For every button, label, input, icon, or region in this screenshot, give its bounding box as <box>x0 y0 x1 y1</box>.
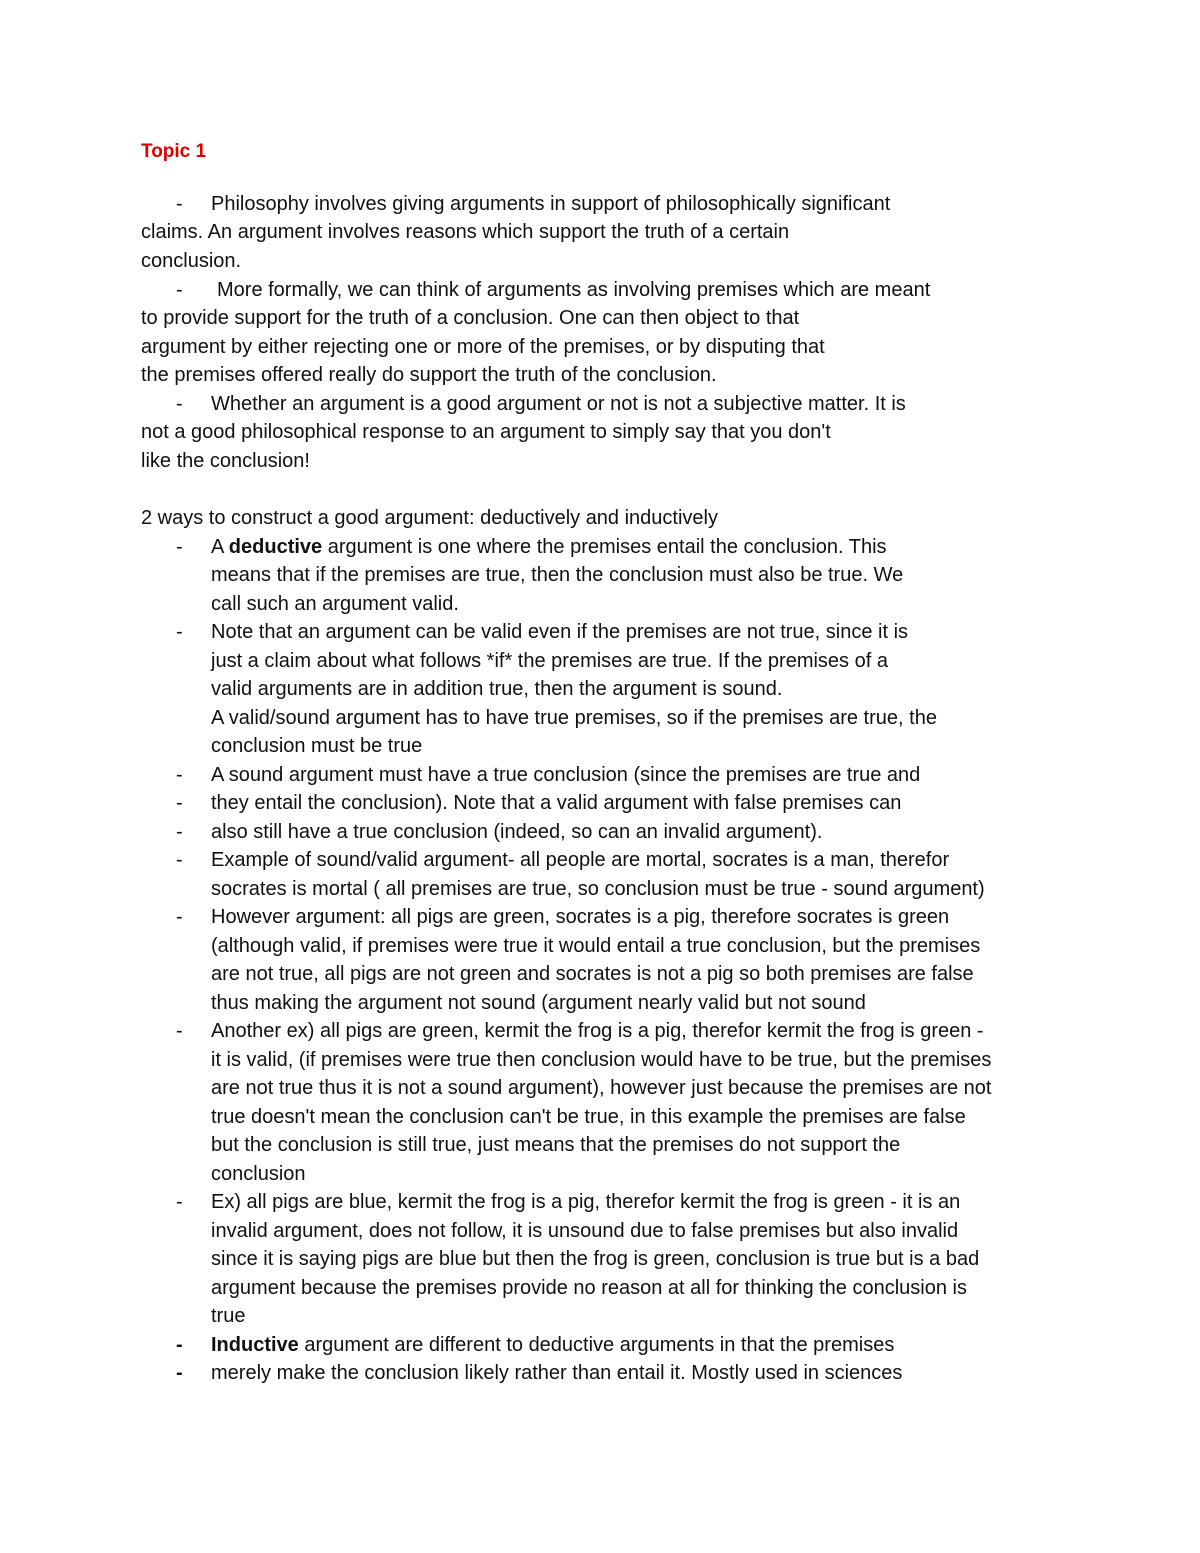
bullet-dash: - <box>176 1334 183 1356</box>
page-title: Topic 1 <box>141 141 207 162</box>
intro-p1-line-2: claims. An argument involves reasons which support the truth of a certain <box>141 221 790 243</box>
deductive-b9-line-1: Ex) all pigs are blue, kermit the frog is a pig, therefor kermit the frog is green - it is an <box>211 1191 961 1213</box>
intro-p3-line-3: like the conclusion! <box>141 450 310 472</box>
intro-p3-line-2: not a good philosophical response to an argument to simply say that you don't <box>141 421 831 443</box>
bullet-dash: - <box>176 1020 183 1042</box>
bullet-dash: - <box>176 536 183 558</box>
bullet-dash: - <box>176 821 183 843</box>
bullet-dash: - <box>176 393 183 415</box>
deductive-b9-line-2: invalid argument, does not follow, it is unsound due to false premises but also invalid <box>211 1220 959 1242</box>
deductive-b8-line-2: it is valid, (if premises were true then conclusion would have to be true, but the premises <box>211 1049 992 1071</box>
deductive-b7-line-3: are not true, all pigs are not green and socrates is not a pig so both premises are false <box>211 963 974 985</box>
deductive-b4: they entail the conclusion). Note that a valid argument with false premises can <box>211 792 902 814</box>
bullet-dash: - <box>176 906 183 928</box>
intro-p2-line-4: the premises offered really do support the truth of the conclusion. <box>141 364 717 386</box>
deductive-b5: also still have a true conclusion (indeed, so can an invalid argument). <box>211 821 823 843</box>
bullet-dash: - <box>176 849 183 871</box>
bullet-dash: - <box>176 193 183 215</box>
deductive-b7-line-2: (although valid, if premises were true it would entail a true conclusion, but the premises <box>211 935 981 957</box>
bullet-dash: - <box>176 792 183 814</box>
bullet-dash: - <box>176 764 183 786</box>
deductive-b8-line-4: true doesn't mean the conclusion can't be true, in this example the premises are false <box>211 1106 966 1128</box>
deductive-b1-line-2: means that if the premises are true, then the conclusion must also be true. We <box>211 564 904 586</box>
deductive-b1-line-3: call such an argument valid. <box>211 593 459 615</box>
deductive-b8-line-1: Another ex) all pigs are green, kermit the frog is a pig, therefor kermit the frog is green - <box>211 1020 984 1042</box>
bullet-dash: - <box>176 279 183 301</box>
inductive-term: Inductive <box>211 1334 299 1356</box>
deductive-b2-line-1: Note that an argument can be valid even if the premises are not true, since it is <box>211 621 909 643</box>
deductive-b7-line-1: However argument: all pigs are green, socrates is a pig, therefore socrates is green <box>211 906 950 928</box>
bullet-dash: - <box>176 621 183 643</box>
deductive-b3: A sound argument must have a true conclusion (since the premises are true and <box>211 764 921 786</box>
intro-p3-line-1: Whether an argument is a good argument or not is not a subjective matter. It is <box>211 393 906 415</box>
deductive-b6-line-2: socrates is mortal ( all premises are true, so conclusion must be true - sound argument) <box>211 878 985 900</box>
deductive-b2-line-4: A valid/sound argument has to have true premises, so if the premises are true, the <box>211 707 937 729</box>
section-heading: 2 ways to construct a good argument: deductively and inductively <box>141 507 718 529</box>
deductive-term: deductive <box>228 536 323 558</box>
intro-p1-line-1: Philosophy involves giving arguments in support of philosophically significant <box>211 193 891 215</box>
inductive-b1: Inductive argument are different to deductive arguments in that the premises <box>211 1334 895 1356</box>
deductive-b6-line-1: Example of sound/valid argument- all people are mortal, socrates is a man, therefor <box>211 849 950 871</box>
deductive-b9-line-3: since it is saying pigs are blue but then the frog is green, conclusion is true but is a bad <box>211 1248 980 1270</box>
bullet-dash: - <box>176 1362 183 1384</box>
deductive-b2-line-3: valid arguments are in addition true, then the argument is sound. <box>211 678 783 700</box>
intro-p2-line-3: argument by either rejecting one or more of the premises, or by disputing that <box>141 336 825 358</box>
deductive-b2-line-5: conclusion must be true <box>211 735 423 757</box>
bullet-dash: - <box>176 1191 183 1213</box>
intro-p1-line-3: conclusion. <box>141 250 242 272</box>
deductive-b7-line-4: thus making the argument not sound (argument nearly valid but not sound <box>211 992 866 1014</box>
deductive-b1-line-1: A deductive argument is one where the premises entail the conclusion. This <box>211 536 887 558</box>
deductive-b9-line-4: argument because the premises provide no reason at all for thinking the conclusion is <box>211 1277 967 1299</box>
deductive-b8-line-5: but the conclusion is still true, just means that the premises do not support the <box>211 1134 901 1156</box>
intro-p2-line-1: More formally, we can think of arguments as involving premises which are meant <box>217 279 931 301</box>
intro-p2-line-2: to provide support for the truth of a conclusion. One can then object to that <box>141 307 800 329</box>
deductive-b2-line-2: just a claim about what follows *if* the premises are true. If the premises of a <box>211 650 888 672</box>
inductive-b2: merely make the conclusion likely rather than entail it. Mostly used in sciences <box>211 1362 903 1384</box>
deductive-b8-line-3: are not true thus it is not a sound argument), however just because the premises are not <box>211 1077 992 1099</box>
deductive-b8-line-6: conclusion <box>211 1163 306 1185</box>
deductive-b9-line-5: true <box>211 1305 246 1327</box>
